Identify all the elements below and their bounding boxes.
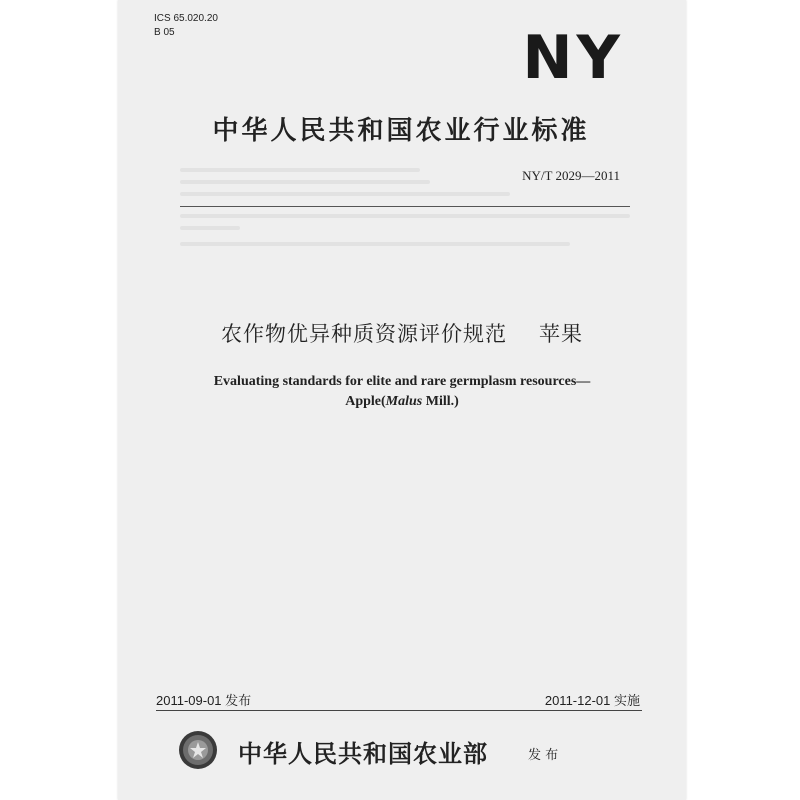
ics-code: ICS 65.020.20	[154, 13, 218, 24]
implement-date: 2011-12-01 实施	[544, 693, 640, 708]
title-main: 农作物优异种质资源评价规范	[221, 322, 507, 346]
faint-bleedthrough	[180, 180, 430, 184]
standard-title: 中华人民共和国农业行业标准	[212, 116, 590, 146]
faint-bleedthrough	[180, 192, 510, 196]
faint-bleedthrough	[180, 226, 240, 230]
publisher-name: 中华人民共和国农业部	[238, 740, 488, 768]
document-title-zh	[158, 318, 646, 348]
header-divider	[180, 206, 630, 207]
issue-date: 2011-09-01 发布	[156, 693, 252, 708]
classification-codes	[154, 12, 218, 40]
publish-label: 发 布	[528, 748, 559, 763]
title-sub: 苹果	[539, 322, 583, 346]
faint-bleedthrough	[180, 242, 570, 246]
title-en-line1: Evaluating standards for elite and rare germplasm resources—	[213, 374, 591, 389]
faint-bleedthrough	[180, 214, 630, 218]
class-code: B 05	[154, 27, 175, 38]
document-cover	[118, 0, 686, 800]
ministry-emblem-icon	[178, 730, 218, 770]
document-title-en	[158, 372, 646, 412]
faint-bleedthrough	[180, 168, 420, 172]
standard-code: NY/T 2029—2011	[522, 168, 620, 183]
ny-logo: NY	[522, 23, 624, 93]
footer-divider	[156, 710, 642, 711]
title-en-line2: Apple(Malus Mill.)	[345, 394, 459, 409]
